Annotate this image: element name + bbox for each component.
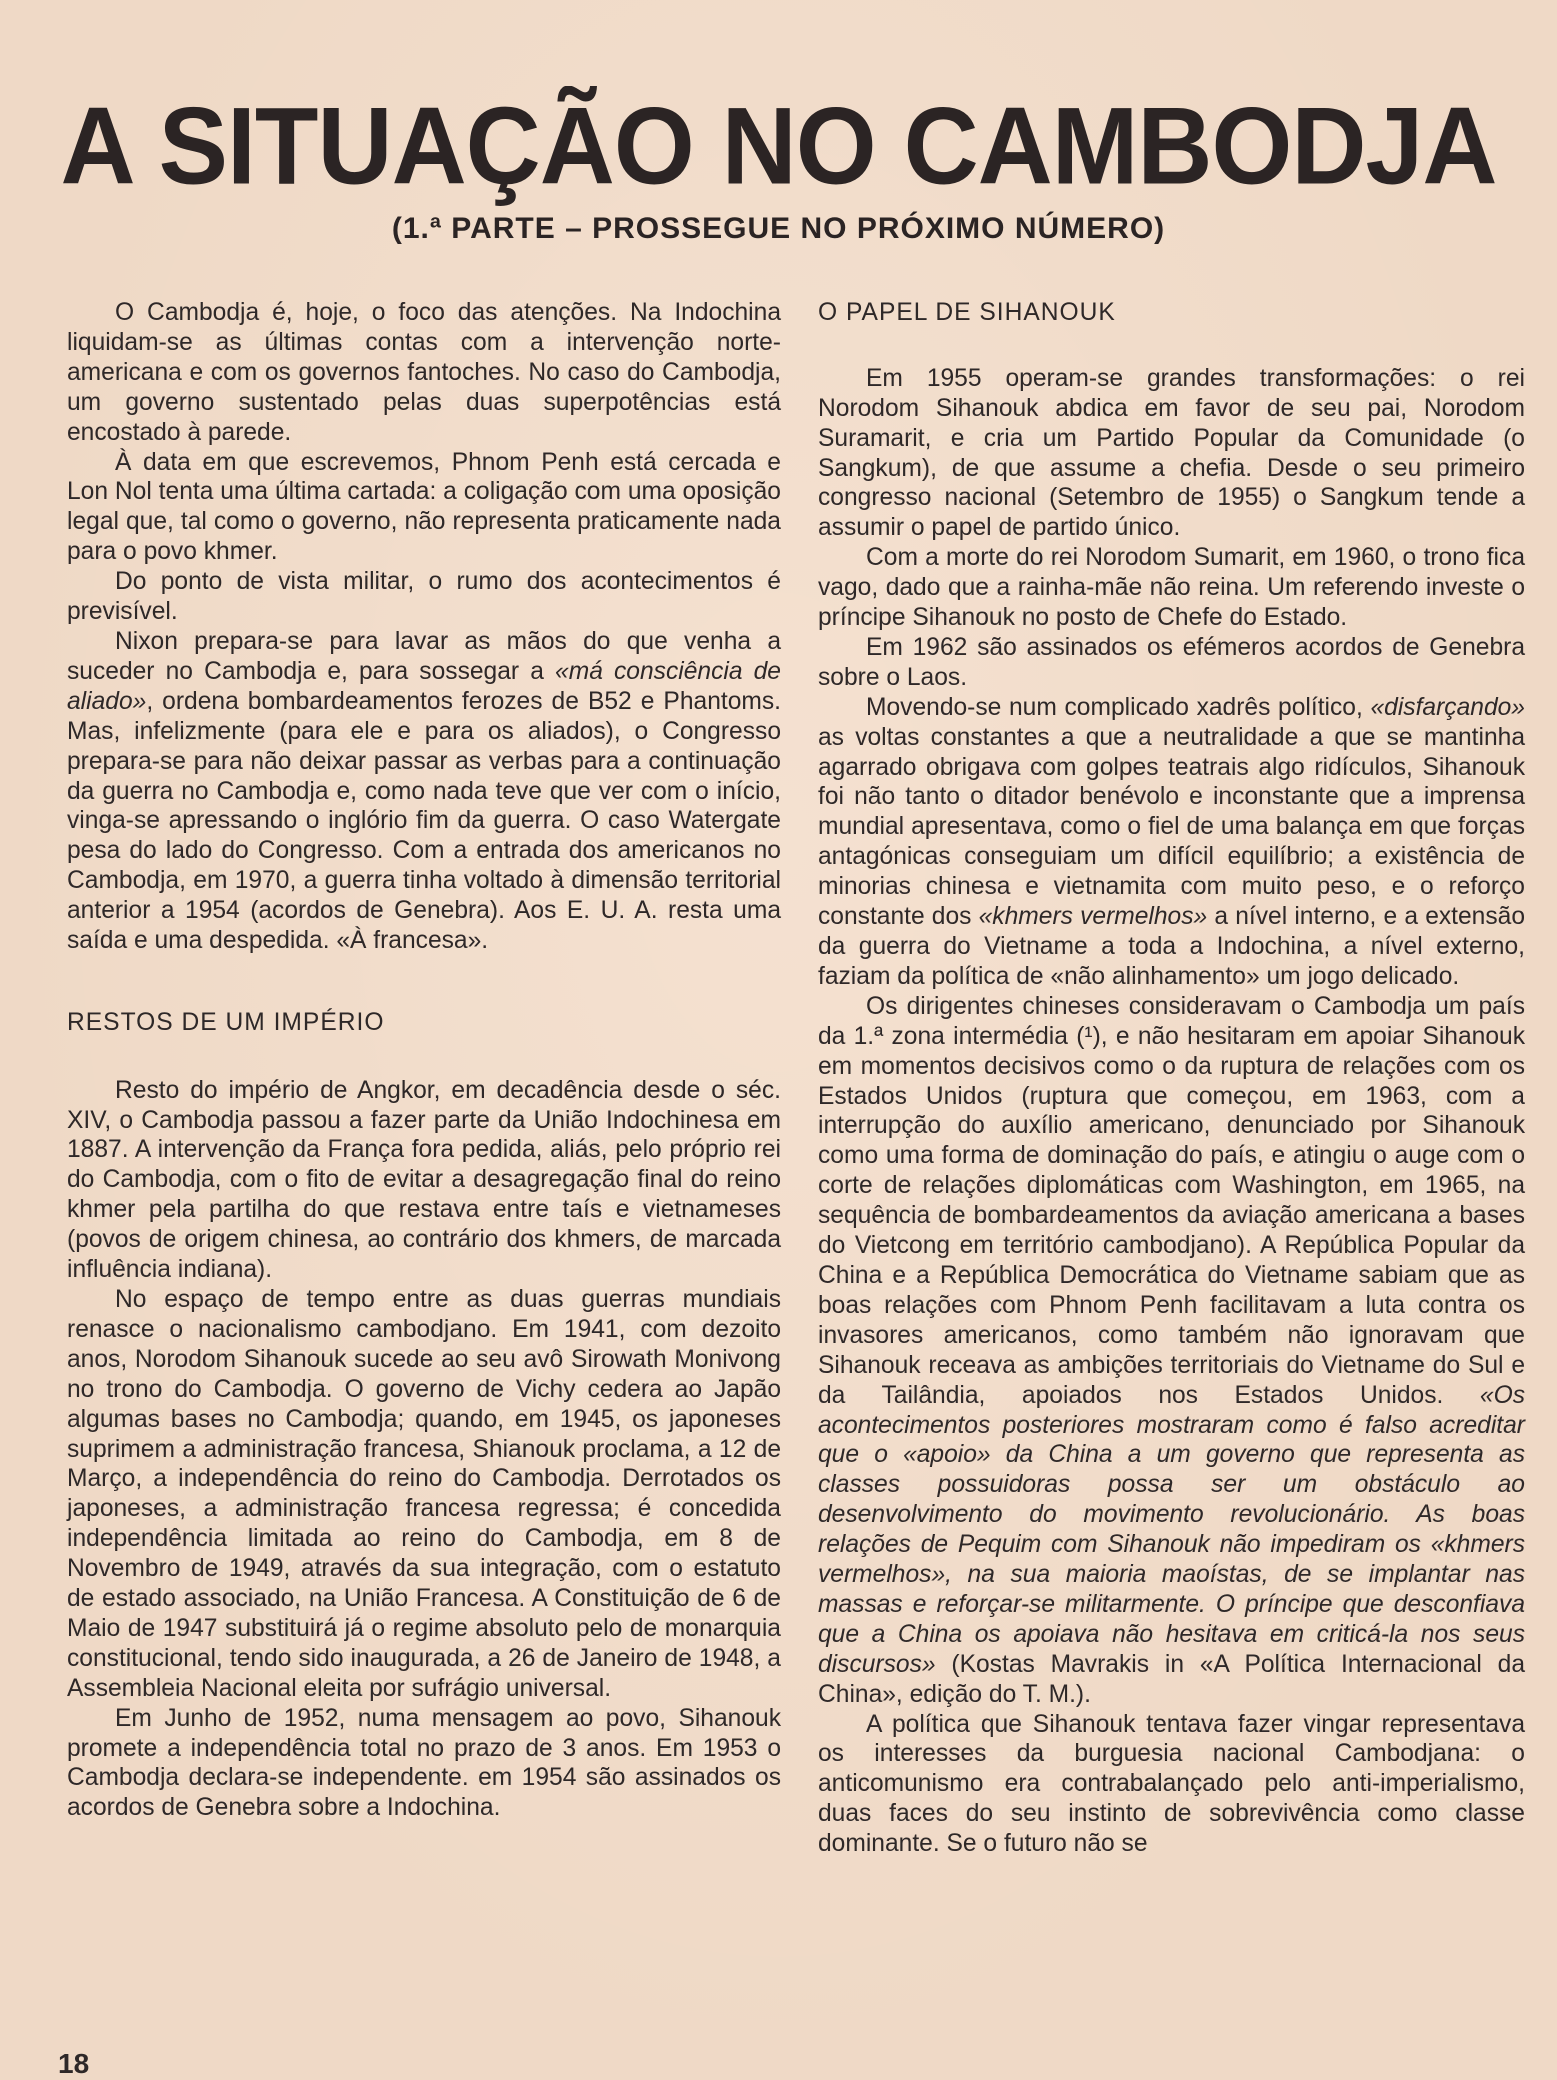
paragraph: Nixon prepara-se para lavar as mãos do que venha a suceder no Cambodja e, para sossegar a «má consciência de aliado», ordena bombardeamentos ferozes de B52 e Phantoms. Mas, infelizmente (para ele e para os aliados), o Congresso prepara-se para não deixar passar as verbas para a continuação da guerra no Cambodja e, como nada teve que ver com o início, vinga-se apressando o inglório fim da guerra. O caso Watergate pesa do lado do Congresso. Com a entrada dos americanos no Cambodja, em 1970, a guerra tinha voltado à dimensão territorial anterior a 1954 (acordos de Genebra). Aos E. U. A. resta uma saída e uma despedida. «À francesa».	[67, 627, 781, 955]
paragraph: Resto do império de Angkor, em decadência desde o séc. XIV, o Cambodja passou a fazer parte da União Indochinesa em 1887. A intervenção da França fora pedida, aliás, pelo próprio rei do Cambodja, com o fito de evitar a desagregação final do reino khmer pela partilha do que restava entre taís e vietnameses (povos de origem chinesa, ao contrário dos khmers, de marcada influência indiana).	[67, 1076, 781, 1284]
section-heading: O PAPEL DE SIHANOUK	[818, 299, 1116, 326]
paragraph: Com a morte do rei Norodom Sumarit, em 1960, o trono fica vago, dado que a rainha-mãe não reina. Um referendo investe o príncipe Sihanouk no posto de Chefe do Estado.	[818, 544, 1525, 632]
paragraph: À data em que escrevemos, Phnom Penh está cercada e Lon Nol tenta uma última cartada: a coligação com uma oposição legal que, tal como o governo, não representa praticamente nada para o povo khmer.	[67, 448, 781, 566]
left-column	[67, 298, 781, 1823]
paragraph: Os dirigentes chineses consideravam o Cambodja um país da 1.ª zona intermédia (¹), e não hesitaram em apoiar Sihanouk em momentos decisivos como o da ruptura de relações com os Estados Unidos (ruptura que começou, em 1963, com a interrupção do auxílio americano, denunciado por Sihanouk como uma forma de dominação do país, e atingiu o auge com o corte de relações diplomáticas com Washington, em 1965, na sequência de bombardeamentos da aviação americana a bases do Vietcong em território cambodjano). A República Popular da China e a República Democrática do Vietname sabiam que as boas relações com Phnom Penh facilitavam a luta contra os invasores americanos, como também não ignoravam que Sihanouk receava as ambições territoriais do Vietname do Sul e da Tailândia, apoiados nos Estados Unidos. «Os acontecimentos posteriores mostraram como é falso acreditar que o «apoio» da China a um governo que representa as classes possuidoras possa ser um obstáculo ao desenvolvimento do movimento revolucionário. As boas relações de Pequim com Sihanouk não impediram os «khmers vermelhos», na sua maioria maoístas, de se implantar nas massas e reforçar-se militarmente. O príncipe que desconfiava que a China os apoiava não hesitava em criticá-la nos seus discursos» (Kostas Mavrakis in «A Política Internacional da China», edição do T. M.).	[818, 992, 1525, 1708]
right-column	[818, 298, 1525, 1859]
page-number: 18	[58, 2048, 90, 2079]
paragraph: Em Junho de 1952, numa mensagem ao povo, Sihanouk promete a independência total no prazo de 3 anos. Em 1953 o Cambodja declara-se independente. em 1954 são assinados os acordos de Genebra sobre a Indochina.	[67, 1704, 781, 1822]
section-heading: RESTOS DE UM IMPÉRIO	[67, 1008, 385, 1036]
paragraph: Em 1962 são assinados os efémeros acordos de Genebra sobre o Laos.	[818, 633, 1525, 691]
paragraph: O Cambodja é, hoje, o foco das atenções. Na Indochina liquidam-se as últimas contas com a intervenção norte-americana e com os governos fantoches. No caso do Cambodja, um governo sustentado pelas duas superpotências está encostado à parede.	[67, 299, 781, 446]
paragraph: A política que Sihanouk tentava fazer vingar representava os interesses da burguesia nacional Cambodjana: o anticomunismo era contrabalançado pelo anti-imperialismo, duas faces do seu instinto de sobrevivência como classe dominante. Se o futuro não se	[818, 1710, 1525, 1858]
article-title: A SITUAÇÃO NO CAMBODJA	[60, 86, 1497, 208]
paragraph: Do ponto de vista militar, o rumo dos acontecimentos é previsível.	[67, 568, 781, 626]
paragraph: Em 1955 operam-se grandes transformações: o rei Norodom Sihanouk abdica em favor de seu pai, Norodom Suramarit, e cria um Partido Popular da Comunidade (o Sangkum), de que assume a chefia. Desde o seu primeiro congresso nacional (Setembro de 1955) o Sangkum tende a assumir o papel de partido único.	[818, 364, 1525, 542]
paragraph: Movendo-se num complicado xadrês político, «disfarçando» as voltas constantes a que a neutralidade a que se mantinha agarrado obrigava com golpes teatrais algo ridículos, Sihanouk foi não tanto o ditador benévolo e inconstante que a imprensa mundial apresentava, como o fiel de uma balança em que forças antagónicas conseguiam um difícil equilíbrio; a existência de minorias chinesa e vietnamita com muito peso, e o reforço constante dos «khmers vermelhos» a nível interno, e a extensão da guerra do Vietname a toda a Indochina, a nível externo, faziam da política de «não alinhamento» um jogo delicado.	[818, 693, 1526, 990]
article-subtitle: (1.ª PARTE – PROSSEGUE NO PRÓXIMO NÚMERO)	[391, 212, 1166, 245]
paragraph: No espaço de tempo entre as duas guerras mundiais renasce o nacionalismo cambodjano. Em 1941, com dezoito anos, Norodom Sihanouk sucede ao seu avô Sirowath Monivong no trono do Cambodja. O governo de Vichy cedera ao Japão algumas bases no Cambodja; quando, em 1945, os japoneses suprimem a administração francesa, Shianouk proclama, a 12 de Março, a independência do reino do Cambodja. Derrotados os japoneses, a administração francesa regressa; é concedida independência limitada ao reino do Cambodja, em 8 de Novembro de 1949, através da sua integração, com o estatuto de estado associado, na União Francesa. A Constituição de 6 de Maio de 1947 substituirá já o regime absoluto pelo de monarquia constitucional, tendo sido inaugurada, a 26 de Janeiro de 1948, a Assembleia Nacional eleita por sufrágio universal.	[67, 1285, 781, 1702]
